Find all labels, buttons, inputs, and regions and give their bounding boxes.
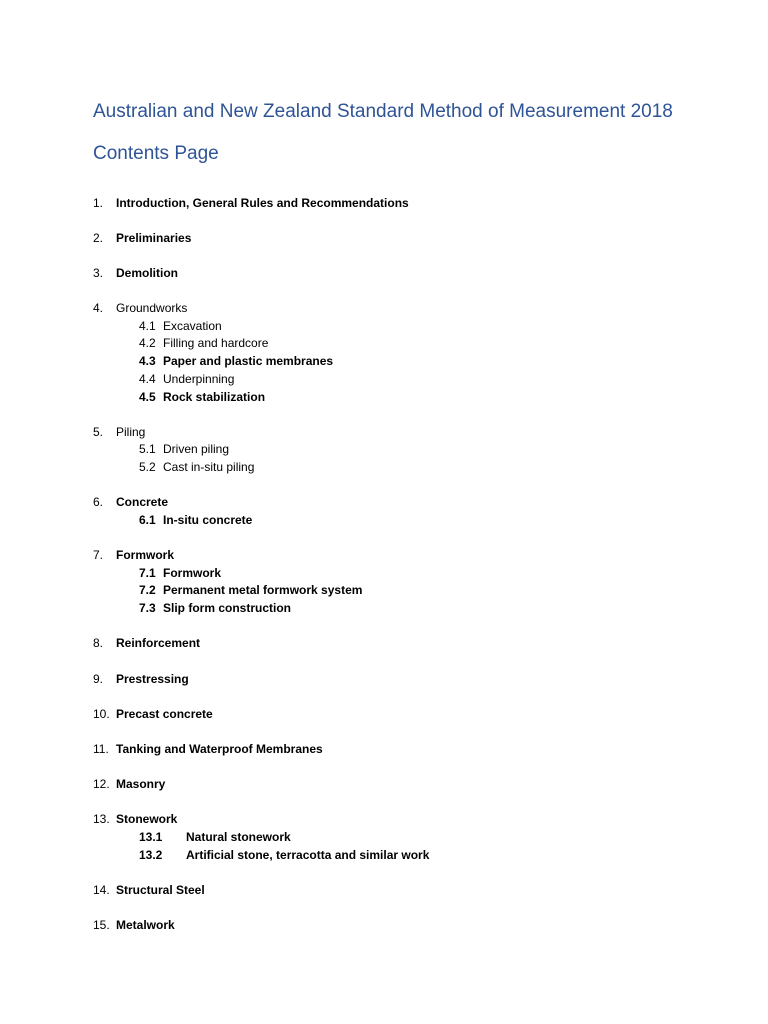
- toc-number: 4.1: [139, 319, 156, 333]
- toc-number: 9.: [93, 672, 104, 686]
- toc-number: 6.: [93, 495, 104, 509]
- toc-label: Concrete: [116, 495, 169, 509]
- toc-number: 3.: [93, 266, 104, 280]
- toc-label: Artificial stone, terracotta and similar work: [186, 848, 430, 862]
- toc-number: 7.: [93, 548, 104, 562]
- toc-label: Rock stabilization: [163, 390, 266, 404]
- toc-label: Slip form construction: [163, 601, 292, 615]
- toc-label: Excavation: [163, 319, 222, 333]
- toc-number: 4.3: [139, 354, 156, 368]
- toc-number: 10.: [93, 707, 110, 721]
- toc-number: 11.: [93, 742, 109, 756]
- toc-number: 5.: [93, 425, 104, 439]
- toc-label: In-situ concrete: [163, 513, 253, 527]
- toc-label: Cast in-situ piling: [163, 460, 255, 474]
- toc-label: Introduction, General Rules and Recommendations: [116, 196, 409, 210]
- toc-label: Formwork: [163, 566, 222, 580]
- toc-number: 13.2: [139, 848, 163, 862]
- toc-label: Structural Steel: [116, 883, 205, 897]
- page-title: Australian and New Zealand Standard Method of Measurement 2018: [93, 101, 673, 122]
- toc-number: 14.: [93, 883, 110, 897]
- toc-number: 2.: [93, 231, 104, 245]
- toc-number: 1.: [93, 196, 104, 210]
- toc-number: 12.: [93, 777, 110, 791]
- toc-label: Metalwork: [116, 918, 175, 932]
- toc-label: Piling: [116, 425, 146, 439]
- toc-label: Preliminaries: [116, 231, 192, 245]
- toc-label: Stonework: [116, 812, 178, 826]
- toc-label: Groundworks: [116, 301, 188, 315]
- toc-number: 4.5: [139, 390, 156, 404]
- toc-number: 8.: [93, 636, 104, 650]
- toc-number: 4.: [93, 301, 104, 315]
- toc-number: 7.3: [139, 601, 156, 615]
- toc-number: 6.1: [139, 513, 156, 527]
- toc-number: 4.2: [139, 336, 156, 350]
- toc-number: 4.4: [139, 372, 156, 386]
- toc-label: Reinforcement: [116, 636, 201, 650]
- toc-label: Filling and hardcore: [163, 336, 269, 350]
- toc-number: 7.1: [139, 566, 156, 580]
- toc-label: Demolition: [116, 266, 178, 280]
- toc-number: 5.1: [139, 442, 156, 456]
- toc-label: Driven piling: [163, 442, 230, 456]
- toc-number: 5.2: [139, 460, 156, 474]
- toc-number: 13.: [93, 812, 110, 826]
- toc-label: Tanking and Waterproof Membranes: [116, 742, 323, 756]
- toc-label: Permanent metal formwork system: [163, 583, 363, 597]
- toc-label: Prestressing: [116, 672, 189, 686]
- toc-number: 15.: [93, 918, 110, 932]
- toc-label: Masonry: [116, 777, 166, 791]
- toc-label: Underpinning: [163, 372, 235, 386]
- contents-heading: Contents Page: [93, 143, 219, 164]
- toc-label: Natural stonework: [186, 830, 291, 844]
- toc-label: Paper and plastic membranes: [163, 354, 334, 368]
- toc-number: 7.2: [139, 583, 156, 597]
- toc-label: Formwork: [116, 548, 175, 562]
- toc-label: Precast concrete: [116, 707, 213, 721]
- toc-number: 13.1: [139, 830, 163, 844]
